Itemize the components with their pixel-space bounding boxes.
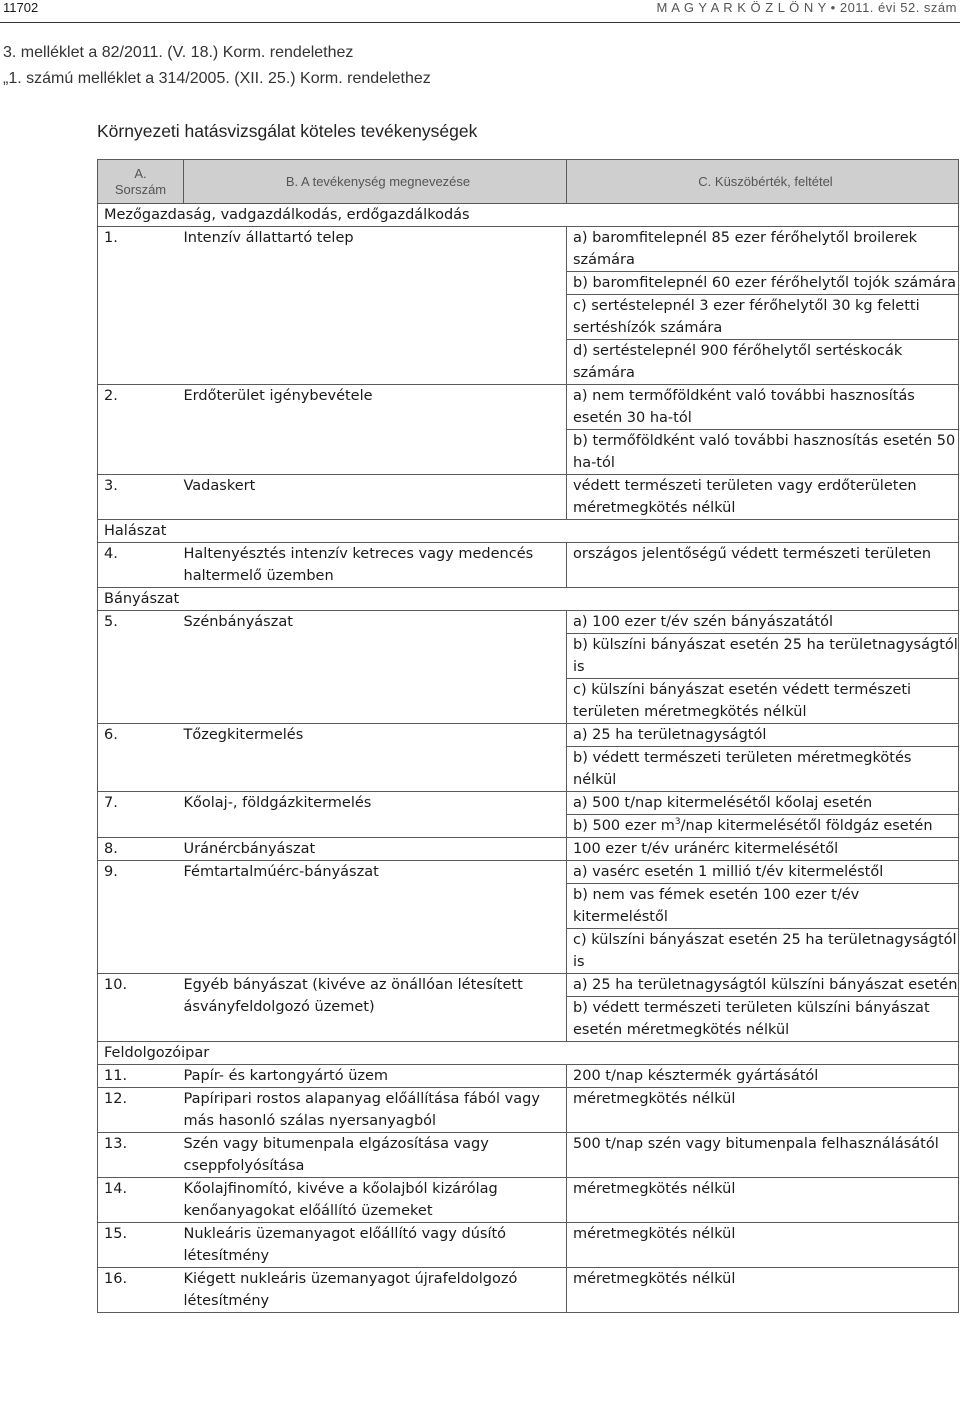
threshold-condition: a) 25 ha területnagyságtól [567,724,959,747]
document-title: Környezeti hatásvizsgálat köteles tevékenységek [97,121,478,141]
table-row [98,1133,959,1178]
table-row [98,1268,959,1313]
threshold-condition: országos jelentőségű védett természeti területen [567,543,959,588]
running-header [0,0,960,23]
section-title: Bányászat [98,588,959,611]
row-number: 15. [98,1223,184,1268]
row-number: 10. [98,974,184,1042]
table-row [98,1223,959,1268]
activity-name: Papír- és kartongyártó üzem [184,1065,567,1088]
table-row [98,227,959,272]
activity-name: Nukleáris üzemanyagot előállító vagy dúsító létesítmény [184,1223,567,1268]
activity-name: Intenzív állattartó telep [184,227,567,385]
table-row [98,475,959,520]
section-title: Mezőgazdaság, vadgazdálkodás, erdőgazdálkodás [98,204,959,227]
activity-name: Vadaskert [184,475,567,520]
header-sorszam [98,160,184,204]
row-number: 1. [98,227,184,385]
threshold-condition: b) nem vas fémek esetén 100 ezer t/év kitermeléstől [567,884,959,929]
table-row [98,1088,959,1133]
threshold-condition: 100 ezer t/év uránérc kitermelésétől [567,838,959,861]
annex-reference: 3. melléklet a 82/2011. (V. 18.) Korm. rendelethez [3,44,354,61]
superscript: 3 [674,817,681,828]
page-number: 11702 [3,0,39,15]
threshold-condition: b) baromfitelepnél 60 ezer férőhelytől tojók számára [567,272,959,295]
table-row [98,1065,959,1088]
row-number: 11. [98,1065,184,1088]
threshold-condition: a) 25 ha területnagyságtól külszíni bányászat esetén [567,974,959,997]
activity-name: Erdőterület igénybevétele [184,385,567,475]
section-row [98,1042,959,1065]
header-sorszam-label: A. Sorszám [114,165,167,197]
activity-name: Fémtartalmúérc-bányászat [184,861,567,974]
row-number: 12. [98,1088,184,1133]
activity-name: Kiégett nukleáris üzemanyagot újrafeldolgozó létesítmény [184,1268,567,1313]
activity-name: Tőzegkitermelés [184,724,567,792]
activity-name: Kőolaj-, földgázkitermelés [184,792,567,838]
threshold-condition: a) baromfitelepnél 85 ezer férőhelytől broilerek számára [567,227,959,272]
table-row [98,385,959,430]
table-row [98,611,959,634]
row-number: 13. [98,1133,184,1178]
threshold-condition: a) nem termőföldként való további hasznosítás esetén 30 ha-tól [567,385,959,430]
publication-title: M A G Y A R K Ö Z L Ö N Y • 2011. évi 52. szám [656,0,957,15]
table-row [98,861,959,884]
activity-name: Uránércbányászat [184,838,567,861]
row-number: 4. [98,543,184,588]
table-row [98,792,959,815]
threshold-condition: 200 t/nap késztermék gyártásától [567,1065,959,1088]
threshold-condition: méretmegkötés nélkül [567,1268,959,1313]
section-row [98,204,959,227]
activity-name: Papíripari rostos alapanyag előállítása fából vagy más hasonló szálas nyersanyagból [184,1088,567,1133]
table-row [98,543,959,588]
activity-name: Haltenyésztés intenzív ketreces vagy medencés haltermelő üzemben [184,543,567,588]
threshold-condition: b) külszíni bányászat esetén 25 ha területnagyságtól is [567,634,959,679]
row-number: 9. [98,861,184,974]
table-header-row [98,160,959,204]
section-title: Feldolgozóipar [98,1042,959,1065]
row-number: 2. [98,385,184,475]
row-number: 14. [98,1178,184,1223]
row-number: 6. [98,724,184,792]
section-row [98,520,959,543]
table-row [98,724,959,747]
threshold-condition: d) sertéstelepnél 900 férőhelytől sertéskocák számára [567,340,959,385]
row-number: 7. [98,792,184,838]
threshold-condition: méretmegkötés nélkül [567,1178,959,1223]
threshold-condition: a) 500 t/nap kitermelésétől kőolaj esetén [567,792,959,815]
activity-name: Szénbányászat [184,611,567,724]
row-number: 5. [98,611,184,724]
row-number: 3. [98,475,184,520]
activity-table [97,159,959,1313]
threshold-condition: c) sertéstelepnél 3 ezer férőhelytől 30 kg feletti sertéshízók számára [567,295,959,340]
table-row [98,838,959,861]
activity-name: Szén vagy bitumenpala elgázosítása vagy cseppfolyósítása [184,1133,567,1178]
threshold-condition: b) termőföldként való további hasznosítás esetén 50 ha-tól [567,430,959,475]
threshold-condition: a) vasérc esetén 1 millió t/év kitermeléstől [567,861,959,884]
table-row [98,974,959,997]
section-title: Halászat [98,520,959,543]
threshold-condition: c) külszíni bányászat esetén védett természeti területen méretmegkötés nélkül [567,679,959,724]
header-threshold: C. Küszöbérték, feltétel [567,160,959,204]
threshold-condition: védett természeti területen vagy erdőterületen méretmegkötés nélkül [567,475,959,520]
threshold-condition: b) védett természeti területen külszíni bányászat esetén méretmegkötés nélkül [567,997,959,1042]
threshold-condition: méretmegkötés nélkül [567,1223,959,1268]
section-row [98,588,959,611]
header-activity-name: B. A tevékenység megnevezése [184,160,567,204]
row-number: 8. [98,838,184,861]
activity-name: Kőolajfinomító, kivéve a kőolajból kizárólag kenőanyagokat előállító üzemeket [184,1178,567,1223]
threshold-condition: 500 t/nap szén vagy bitumenpala felhasználásától [567,1133,959,1178]
threshold-condition: c) külszíni bányászat esetén 25 ha területnagyságtól is [567,929,959,974]
threshold-condition: a) 100 ezer t/év szén bányászatától [567,611,959,634]
threshold-condition: b) 500 ezer $m^3$/nap kitermelésétől földgáz esetén [567,815,959,838]
threshold-condition: méretmegkötés nélkül [567,1088,959,1133]
annex-reference-original: „1. számú melléklet a 314/2005. (XII. 25.) Korm. rendelethez [3,70,431,87]
threshold-condition: b) védett természeti területen méretmegkötés nélkül [567,747,959,792]
table-row [98,1178,959,1223]
activity-name: Egyéb bányászat (kivéve az önállóan létesített ásványfeldolgozó üzemet) [184,974,567,1042]
row-number: 16. [98,1268,184,1313]
